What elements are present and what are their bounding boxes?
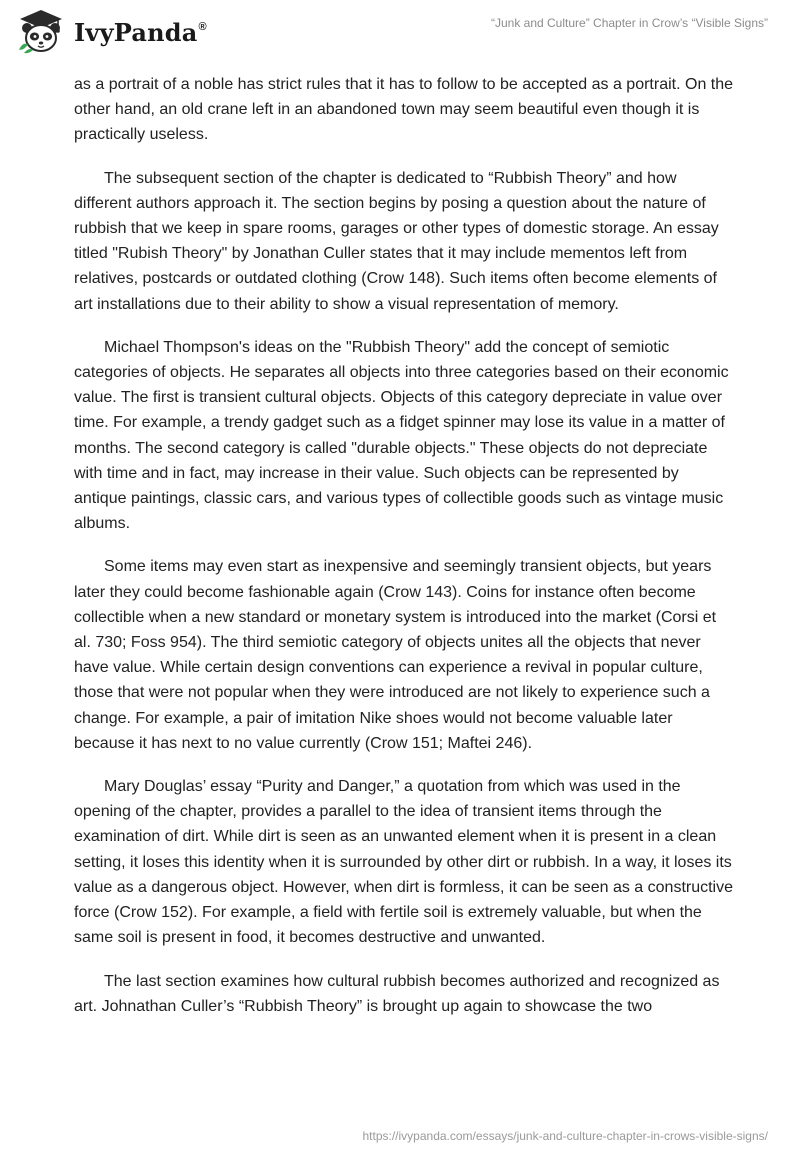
ivypanda-logo[interactable] bbox=[16, 8, 207, 54]
paragraph: Michael Thompson's ideas on the "Rubbish Theory" add the concept of semiotic categories of objects. He separates all objects into three categories based on their economic value. The first is transient cultural objects. Objects of this category depreciate in value over time. For example, a trendy gadget such as a fidget spinner may lose its value in a matter of months. The second category is called "durable objects." These objects do not depreciate with time and in fact, may increase in their value. Such objects can be represented by antique paintings, classic cars, and various types of collectible goods such as vintage music albums. bbox=[74, 338, 729, 533]
registered-mark: ® bbox=[198, 20, 207, 33]
paragraph: The last section examines how cultural rubbish becomes authorized and recognized as art. Johnathan Culler’s “Rubbish Theory” is brought up again to showcase the two bbox=[74, 972, 720, 1015]
document-title: “Junk and Culture” Chapter in Crow’s “Visible Signs” bbox=[490, 16, 768, 30]
paragraph: as a portrait of a noble has strict rules that it has to follow to be accepted as a portrait. On the other hand, an old crane left in an abandoned town may seem beautiful even though it is practically useless. bbox=[74, 76, 734, 144]
essay-body bbox=[74, 72, 734, 1037]
source-url: https://ivypanda.com/essays/junk-and-culture-chapter-in-crows-visible-signs/ bbox=[362, 1129, 768, 1143]
page-header bbox=[0, 0, 800, 64]
paragraph: Some items may even start as inexpensive and seemingly transient objects, but years later they could become fashionable again (Crow 143). Coins for instance often become collectible when a new standard or monetary system is introduced into the market (Corsi et al. 730; Foss 954). The third semiotic category of objects unites all the objects that never have value. While certain design conventions can experience a revival in popular culture, those that were not popular when they were introduced are not likely to experience such a change. For example, a pair of imitation Nike shoes would not become valuable later because it has next to no value currently (Crow 151; Maftei 246). bbox=[74, 558, 717, 752]
panda-graduation-cap-icon bbox=[16, 8, 66, 54]
paragraph: The subsequent section of the chapter is dedicated to “Rubbish Theory” and how different authors approach it. The section begins by posing a question about the nature of rubbish that we keep in spare rooms, garages or other types of domestic storage. An essay titled "Rubish Theory" by Jonathan Culler states that it may include mementos left from relatives, postcards or outdated clothing (Crow 148). Such items often become elements of art installations due to their ability to show a visual representation of memory. bbox=[74, 169, 719, 313]
logo-wordmark: IvyPanda® bbox=[74, 17, 207, 47]
paragraph: Mary Douglas’ essay “Purity and Danger,” a quotation from which was used in the opening of the chapter, provides a parallel to the idea of transient items through the examination of dirt. While dirt is seen as an unwanted element when it is present in a clean setting, it loses this identity when it is surrounded by other dirt or rubbish. In a way, it loses its value as a dangerous object. However, when dirt is formless, it can be seen as a constructive force (Crow 152). For example, a field with fertile soil is extremely valuable, but when the same soil is present in food, it becomes destructive and unwanted. bbox=[74, 778, 734, 947]
